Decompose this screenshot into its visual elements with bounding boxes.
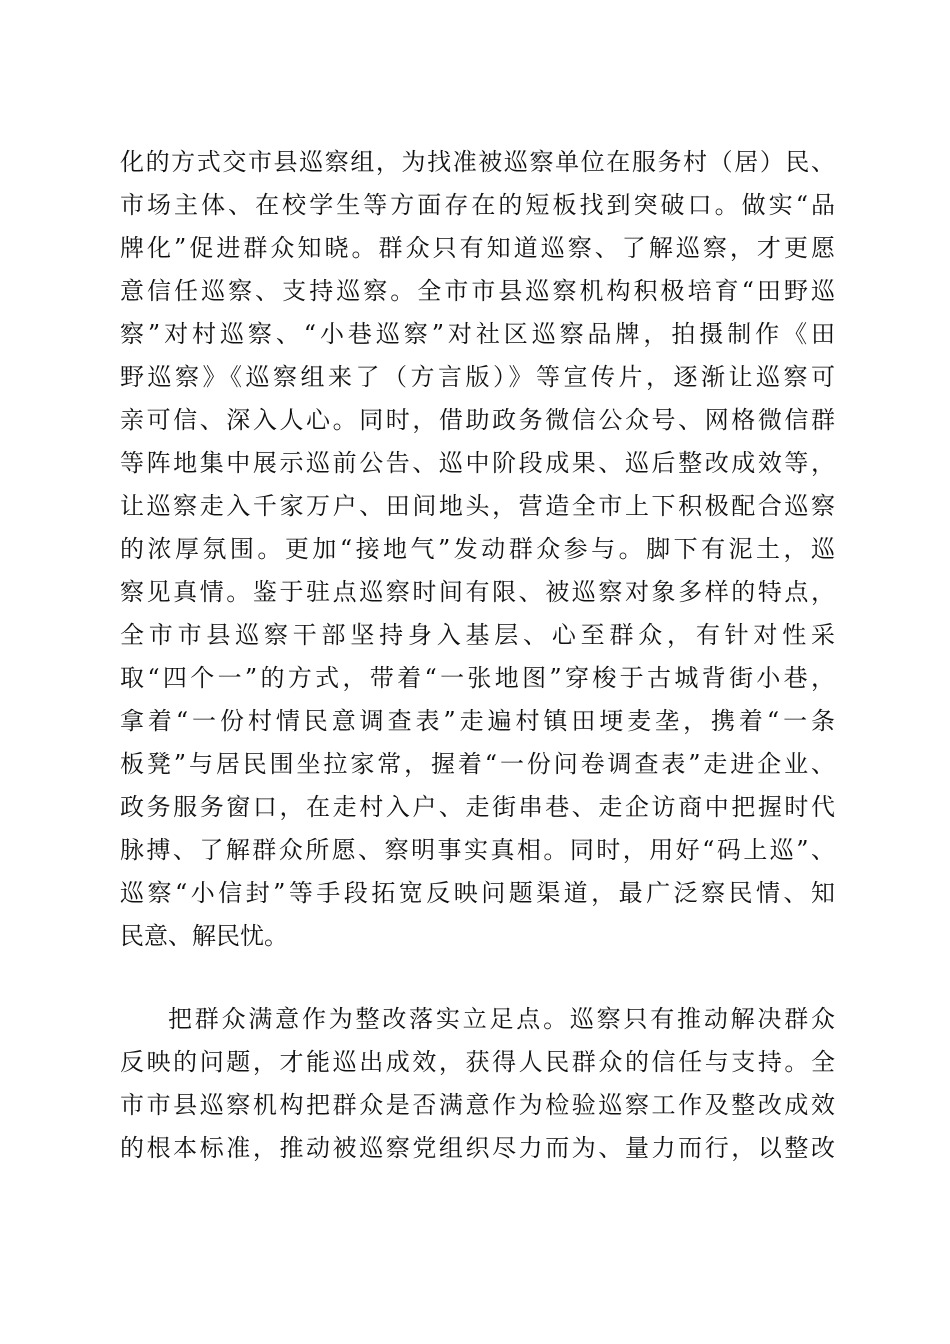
text-line: 市市县巡察机构把群众是否满意作为检验巡察工作及整改成效 xyxy=(120,1091,835,1119)
text-line: 意信任巡察、支持巡察。全市市县巡察机构积极培育“田野巡 xyxy=(120,277,835,305)
text-line: 让巡察走入千家万户、田间地头，营造全市上下积极配合巡察 xyxy=(120,492,835,520)
paragraph-2 xyxy=(120,998,835,1170)
text-line: 市场主体、在校学生等方面存在的短板找到突破口。做实“品 xyxy=(120,191,835,219)
text-line: 脉搏、了解群众所愿、察明事实真相。同时，用好“码上巡”、 xyxy=(120,836,835,864)
text-line: 把群众满意作为整改落实立足点。巡察只有推动解决群众 xyxy=(168,1005,835,1033)
paragraph-1 xyxy=(120,141,835,958)
text-line: 取“四个一”的方式，带着“一张地图”穿梭于古城背街小巷， xyxy=(120,664,835,692)
text-line: 察见真情。鉴于驻点巡察时间有限、被巡察对象多样的特点， xyxy=(120,578,835,606)
text-line: 板凳”与居民围坐拉家常，握着“一份问卷调查表”走进企业、 xyxy=(120,750,835,778)
text-line: 等阵地集中展示巡前公告、巡中阶段成果、巡后整改成效等， xyxy=(120,449,835,477)
text-line: 反映的问题，才能巡出成效，获得人民群众的信任与支持。全 xyxy=(120,1048,835,1076)
text-line: 化的方式交市县巡察组，为找准被巡察单位在服务村（居）民、 xyxy=(120,148,835,176)
text-line: 全市市县巡察干部坚持身入基层、心至群众，有针对性采 xyxy=(120,621,835,649)
text-line: 拿着“一份村情民意调查表”走遍村镇田埂麦垄，携着“一条 xyxy=(120,707,835,735)
text-line: 野巡察》《巡察组来了（方言版）》等宣传片，逐渐让巡察可 xyxy=(120,363,835,391)
text-line: 的浓厚氛围。更加“接地气”发动群众参与。脚下有泥土，巡 xyxy=(120,535,835,563)
text-line: 民意、解民忧。 xyxy=(120,922,288,950)
text-line: 的根本标准，推动被巡察党组织尽力而为、量力而行，以整改 xyxy=(120,1134,835,1162)
text-line: 政务服务窗口，在走村入户、走街串巷、走企访商中把握时代 xyxy=(120,793,835,821)
text-line: 巡察“小信封”等手段拓宽反映问题渠道，最广泛察民情、知 xyxy=(120,879,835,907)
text-line: 牌化”促进群众知晓。群众只有知道巡察、了解巡察，才更愿 xyxy=(120,234,835,262)
text-line: 亲可信、深入人心。同时，借助政务微信公众号、网格微信群 xyxy=(120,406,835,434)
text-line: 察”对村巡察、“小巷巡察”对社区巡察品牌，拍摄制作《田 xyxy=(120,320,835,348)
